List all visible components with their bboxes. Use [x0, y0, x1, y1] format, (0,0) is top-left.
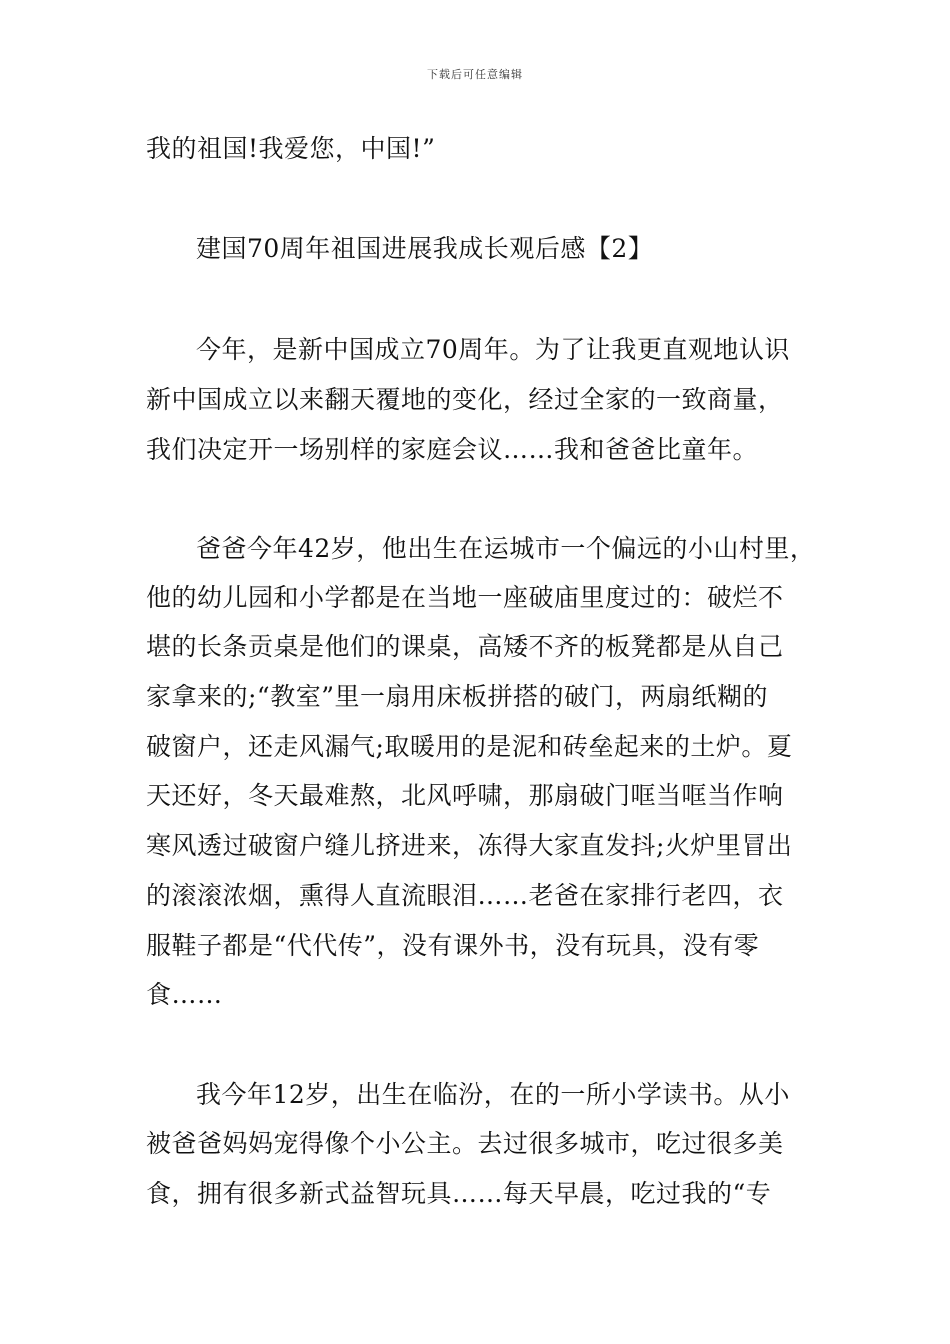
header-note: 下载后可任意编辑 — [427, 68, 523, 81]
text-line: 家拿来的;“教室”里一扇用床板拼搭的破门，两扇纸糊的 — [146, 682, 768, 711]
text-line: 寒风透过破窗户缝儿挤进来，冻得大家直发抖;火炉里冒出 — [146, 831, 793, 860]
text-line: 我们决定开一场别样的家庭会议……我和爸爸比童年。 — [146, 435, 759, 464]
text-line: 食，拥有很多新式益智玩具……每天早晨，吃过我的“专 — [146, 1179, 772, 1208]
text-line: 今年，是新中国成立70周年。为了让我更直观地认识 — [196, 335, 790, 364]
text-line: 我今年12岁，出生在临汾，在的一所小学读书。从小 — [196, 1080, 790, 1109]
text-line: 新中国成立以来翻天覆地的变化，经过全家的一致商量， — [146, 385, 784, 414]
text-line: 被爸爸妈妈宠得像个小公主。去过很多城市，吃过很多美 — [146, 1129, 784, 1158]
text-line: 服鞋子都是“代代传”，没有课外书，没有玩具，没有零 — [146, 931, 760, 960]
text-line: 天还好，冬天最难熬，北风呼啸，那扇破门哐当哐当作响 — [146, 781, 784, 810]
text-line: 爸爸今年42岁，他出生在运城市一个偏远的小山村里， — [196, 534, 816, 563]
text-line: 的滚滚浓烟，熏得人直流眼泪……老爸在家排行老四，衣 — [146, 881, 784, 910]
text-line: 他的幼儿园和小学都是在当地一座破庙里度过的：破烂不 — [146, 583, 784, 612]
text-line: 食…… — [146, 980, 223, 1009]
section-heading: 建国70周年祖国进展我成长观后感【2】 — [196, 234, 654, 263]
text-line: 堪的长条贡桌是他们的课桌，高矮不齐的板凳都是从自己 — [146, 632, 784, 661]
text-line: 我的祖国!我爱您，中国!” — [146, 134, 436, 163]
text-line: 破窗户，还走风漏气;取暖用的是泥和砖垒起来的土炉。夏 — [146, 732, 793, 761]
